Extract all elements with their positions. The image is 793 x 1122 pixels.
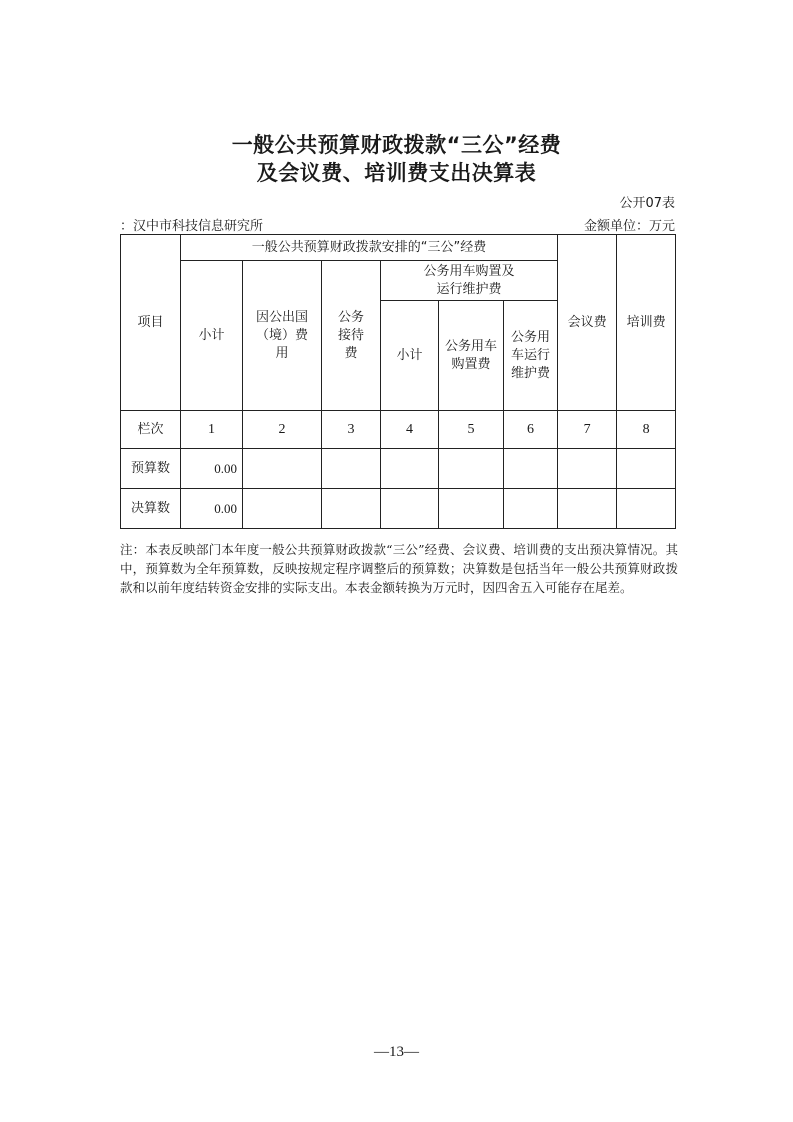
header-reception: 公务接待费 xyxy=(322,261,381,411)
budget-vehicle-subtotal xyxy=(381,449,439,489)
form-number: 公开07表 xyxy=(619,196,675,211)
header-vehicle-group: 公务用车购置及运行维护费 xyxy=(381,261,558,301)
table-row-budget xyxy=(121,449,676,489)
money-unit: 金额单位：万元 xyxy=(583,219,675,234)
header-subtotal: 小计 xyxy=(181,261,243,411)
title-line-1: 一般公共预算财政拨款“三公”经费 xyxy=(231,133,562,157)
header-vehicle-operation: 公务用车运行维护费 xyxy=(504,301,558,411)
final-vehicle-operation xyxy=(504,489,558,529)
budget-reception xyxy=(322,449,381,489)
column-number-4: 4 xyxy=(381,411,439,449)
header-abroad: 因公出国（境）费用 xyxy=(243,261,322,411)
final-meeting xyxy=(558,489,617,529)
budget-training xyxy=(617,449,676,489)
header-three-public-group: 一般公共预算财政拨款安排的“三公”经费 xyxy=(181,235,558,261)
column-number-3: 3 xyxy=(322,411,381,449)
row-label-budget: 预算数 xyxy=(121,449,181,489)
budget-subtotal: 0.00 xyxy=(181,449,243,489)
budget-meeting xyxy=(558,449,617,489)
final-training xyxy=(617,489,676,529)
header-vehicle-subtotal: 小计 xyxy=(381,301,439,411)
row-label-final: 决算数 xyxy=(121,489,181,529)
title-line-2: 及会议费、培训费支出决算表 xyxy=(256,161,537,185)
page-number: —13— xyxy=(374,1044,419,1060)
budget-vehicle-operation xyxy=(504,449,558,489)
table-note: 注：本表反映部门本年度一般公共预算财政拨款“三公”经费、会议费、培训费的支出预决算情况。其中，预算数为全年预算数，反映按规定程序调整后的预算数；决算数是包括当年一般公共预算财政拨款和以前年度结转资金安排的实际支出。本表金额转换为万元时，因四舍五入可能存在尾差。 xyxy=(120,542,678,595)
column-number-1: 1 xyxy=(181,411,243,449)
budget-vehicle-purchase xyxy=(439,449,504,489)
header-meeting: 会议费 xyxy=(558,235,617,411)
column-row-label: 栏次 xyxy=(121,411,181,449)
final-reception xyxy=(322,489,381,529)
budget-abroad xyxy=(243,449,322,489)
table-row-final xyxy=(121,489,676,529)
final-vehicle-purchase xyxy=(439,489,504,529)
final-abroad xyxy=(243,489,322,529)
expenditure-table xyxy=(120,234,676,529)
final-vehicle-subtotal xyxy=(381,489,439,529)
column-number-5: 5 xyxy=(439,411,504,449)
column-number-7: 7 xyxy=(558,411,617,449)
column-number-8: 8 xyxy=(617,411,676,449)
column-number-2: 2 xyxy=(243,411,322,449)
final-subtotal: 0.00 xyxy=(181,489,243,529)
column-number-6: 6 xyxy=(504,411,558,449)
header-training: 培训费 xyxy=(617,235,676,411)
header-project: 项目 xyxy=(121,235,181,411)
header-vehicle-purchase: 公务用车购置费 xyxy=(439,301,504,411)
unit-name: ：汉中市科技信息研究所 xyxy=(120,219,264,234)
